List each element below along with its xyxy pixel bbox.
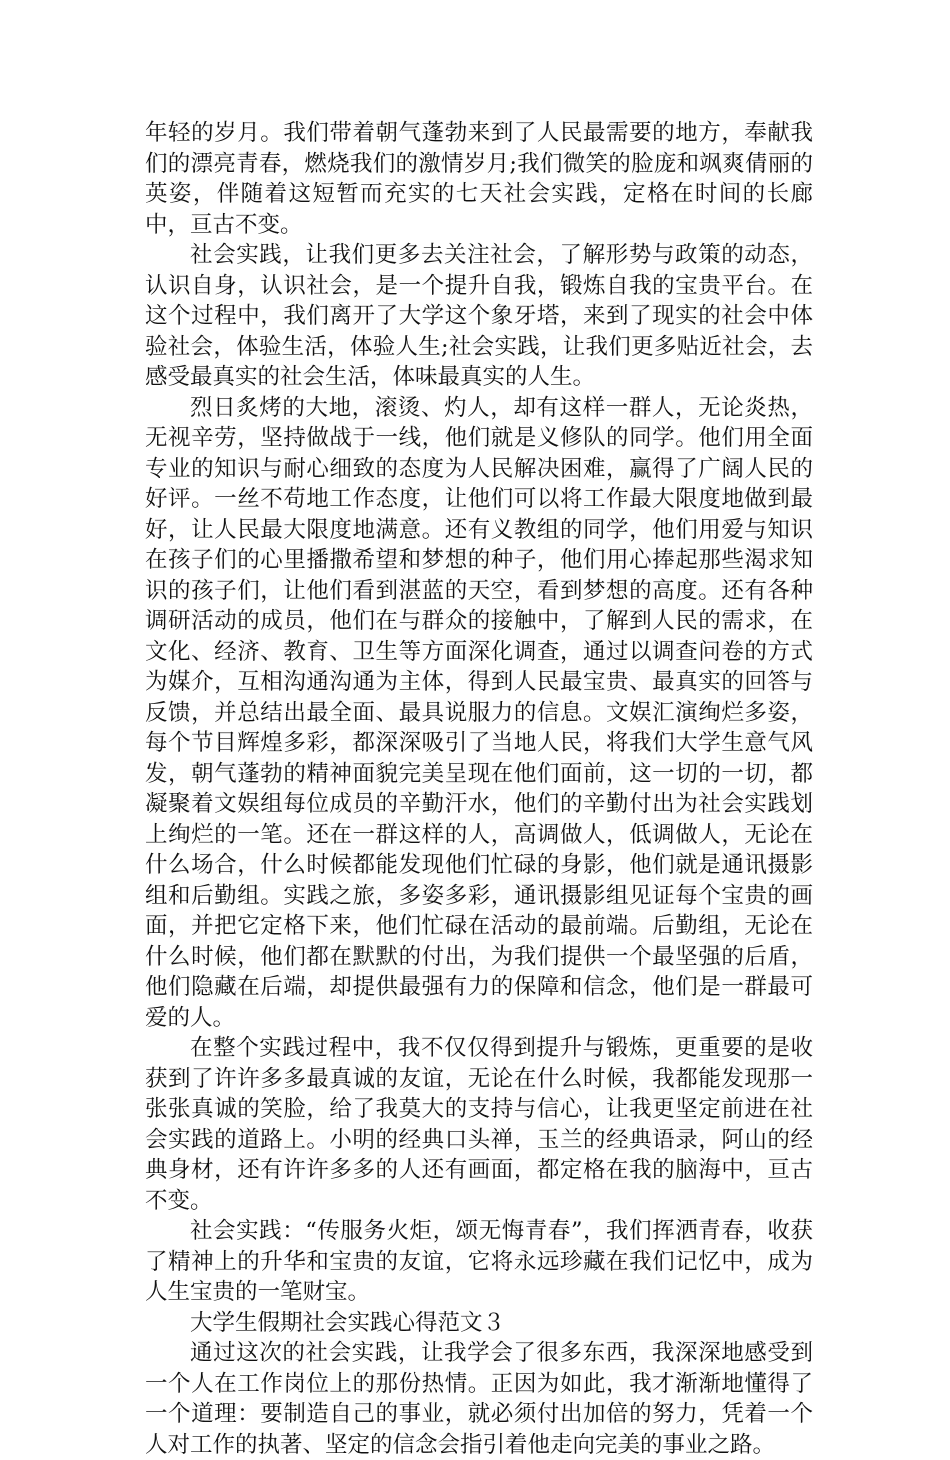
paragraph-slogan: 社会实践：“传服务火炬，颂无悔青春”，我们挥洒青春，收获了精神上的升华和宝贵的友谊，它将永远珍藏在我们记忆中，成为人生宝贵的一笔财宝。: [145, 1218, 813, 1305]
paragraph-friendship: 在整个实践过程中，我不仅仅得到提升与锻炼，更重要的是收获到了许许多多最真诚的友谊，无论在什么时候，我都能发现那一张张真诚的笑脸，给了我莫大的支持与信心，让我更坚定前进在社会实践的道路上。小明的经典口头禅，玉兰的经典语录，阿山的经典身材，还有许许多多的人还有画面，都定格在我的脑海中，亘古不变。: [145, 1035, 813, 1214]
paragraph-continuation: 年轻的岁月。我们带着朝气蓬勃来到了人民最需要的地方，奉献我们的漂亮青春，燃烧我们的激情岁月;我们微笑的脸庞和飒爽倩丽的英姿，伴随着这短暂而充实的七天社会实践，定格在时间的长廊中，亘古不变。: [145, 120, 813, 238]
paragraph-section-intro: 通过这次的社会实践，让我学会了很多东西，我深深地感受到一个人在工作岗位上的那份热情。正因为如此，我才渐渐地懂得了一个道理：要制造自己的事业，就必须付出加倍的努力，凭着一个人对工作的执著、坚定的信念会指引着他走向完美的事业之路。: [145, 1340, 813, 1458]
document-page: [145, 118, 813, 1460]
paragraph-teams: 烈日炙烤的大地，滚烫、灼人，却有这样一群人，无论炎热，无视辛劳，坚持做战于一线，他们就是义修队的同学。他们用全面专业的知识与耐心细致的态度为人民解决困难，赢得了广阔人民的好评。一丝不苟地工作态度，让他们可以将工作最大限度地做到最好，让人民最大限度地满意。还有义教组的同学，他们用爱与知识在孩子们的心里播撒希望和梦想的种子，他们用心捧起那些渴求知识的孩子们，让他们看到湛蓝的天空，看到梦想的高度。还有各种调研活动的成员，他们在与群众的接触中，了解到人民的需求，在文化、经济、教育、卫生等方面深化调查，通过以调查问卷的方式为媒介，互相沟通沟通为主体，得到人民最宝贵、最真实的回答与反馈，并总结出最全面、最具说服力的信息。文娱汇演绚烂多姿，每个节目辉煌多彩，都深深吸引了当地人民，将我们大学生意气风发，朝气蓬勃的精神面貌完美呈现在他们面前，这一切的一切，都凝聚着文娱组每位成员的辛勤汗水，他们的辛勤付出为社会实践划上绚烂的一笔。还在一群这样的人，高调做人，低调做人，无论在什么场合，什么时候都能发现他们忙碌的身影，他们就是通讯摄影组和后勤组。实践之旅，多姿多彩，通讯摄影组见证每个宝贵的画面，并把它定格下来，他们忙碌在活动的最前端。后勤组，无论在什么时候，他们都在默默的付出，为我们提供一个最坚强的后盾，他们隐藏在后端，却提供最强有力的保障和信念，他们是一群最可爱的人。: [145, 394, 813, 1031]
section-title: 大学生假期社会实践心得范文３: [190, 1309, 506, 1336]
paragraph-social-practice: 社会实践，让我们更多去关注社会，了解形势与政策的动态，认识自身，认识社会，是一个提升自我，锻炼自我的宝贵平台。在这个过程中，我们离开了大学这个象牙塔，来到了现实的社会中体验社会，体验生活，体验人生;社会实践，让我们更多贴近社会，去感受最真实的社会生活，体味最真实的人生。: [145, 242, 813, 390]
